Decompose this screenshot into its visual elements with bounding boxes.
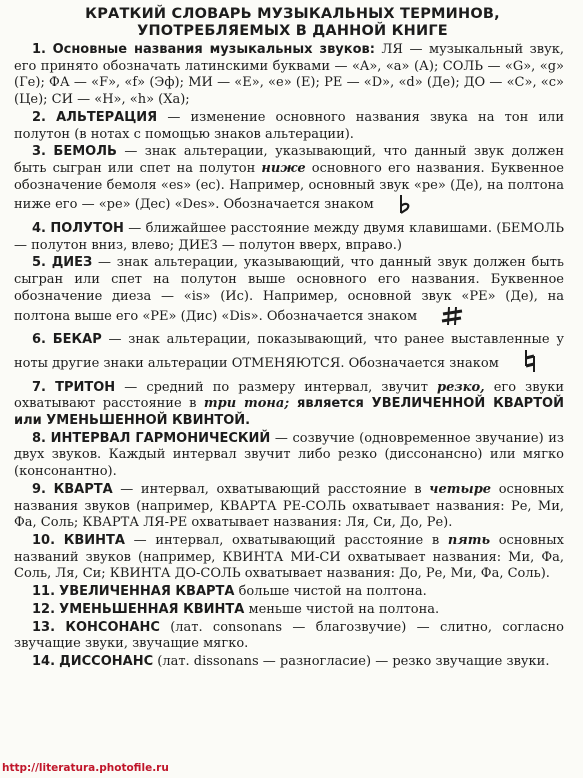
entry-text: основных названия звуков (например, КВАРТА РЕ-СОЛЬ охватывает названия: Ре, Ми, Фа, Соль; КВАРТА ЛЯ-РЕ охватывает названия: Ля, Си, До, Ре). <box>14 481 564 531</box>
entry-5 <box>14 255 564 331</box>
entry-term: ИНТЕРВАЛ ГАРМОНИЧЕСКИЙ <box>50 430 271 446</box>
entry-8 <box>14 431 564 481</box>
entry-text: является УВЕЛИЧЕННОЙ КВАРТОЙ или УМЕНЬШЕННОЙ КВИНТОЙ. <box>14 396 564 429</box>
entry-text: — знак альтерации, указывающий, что данный звук должен быть сыгран или спет на полутон <box>14 144 565 176</box>
entry-text: его звуки охватывают расстояние в <box>14 379 564 412</box>
entry-number: 1. <box>32 42 46 57</box>
entry-term: УМЕНЬШЕННАЯ КВИНТА <box>59 601 245 617</box>
entry-10 <box>14 533 564 583</box>
entry-number: 14. <box>32 653 56 669</box>
flat-sign-icon <box>380 194 412 220</box>
entry-12 <box>14 602 564 619</box>
entry-emphasis: пять <box>447 532 491 548</box>
source-watermark-link[interactable]: http://literatura.photofile.ru <box>2 762 169 774</box>
entry-term: ДИЕЗ <box>51 255 93 271</box>
entry-text: — интервал, охватывающий расстояние в <box>124 532 448 548</box>
entry-number: 2. <box>32 109 46 125</box>
sharp-sign-icon <box>423 306 463 332</box>
entry-text: — изменение основного названия звука на тон или полутон (в нотах с помощью знаков альтерации). <box>14 109 564 142</box>
term-list <box>14 42 564 672</box>
entry-term: АЛЬТЕРАЦИЯ <box>56 109 158 125</box>
entry-number: 12. <box>32 601 56 617</box>
entry-text: — интервал, охватывающий расстояние в <box>112 481 430 497</box>
page-title <box>20 6 565 40</box>
entry-text: меньше чистой на полтона. <box>244 601 440 617</box>
entry-term: КВАРТА <box>53 481 113 497</box>
entry-text: основных названий звуков (например, КВИНТА МИ-СИ охватывает названия: Ми, Фа, Соль, Ля, Си; КВИНТА ДО-СОЛЬ охватывает названия: До, Ре, Ми, Фа, Соль). <box>14 532 564 582</box>
entry-number: 10. <box>32 532 56 548</box>
entry-text: больше чистой на полтона. <box>234 584 427 600</box>
entry-term: БЕМОЛЬ <box>53 144 117 160</box>
entry-6 <box>14 332 564 378</box>
entry-term: ПОЛУТОН <box>50 221 124 237</box>
entry-text: основного его названия. Буквенное обозначение бемоля «es» (ес). Например, основный звук «ре» (Де), на полтона ниже его — «ре» (Дес) «Des». Обозначается знаком <box>14 160 564 213</box>
entry-number: 8. <box>32 430 46 446</box>
entry-text: (лат. consonans — благозвучие) — слитно, согласно звучащие звуки, звучащие мягко. <box>14 619 564 652</box>
entry-number: 9. <box>32 481 46 497</box>
entry-term: ТРИТОН <box>55 379 116 395</box>
entry-text: — средний по размеру интервал, звучит <box>115 379 437 395</box>
entry-number: 6. <box>32 332 46 348</box>
entry-emphasis: ниже <box>261 160 306 176</box>
entry-emphasis: три тона; <box>203 396 290 412</box>
entry-number: 3. <box>32 144 46 160</box>
entry-14 <box>14 654 564 671</box>
entry-emphasis: четыре <box>429 481 492 497</box>
entry-11 <box>14 584 564 601</box>
entry-term: БЕКАР <box>52 332 102 348</box>
entry-term: УВЕЛИЧЕННАЯ КВАРТА <box>59 584 235 600</box>
entry-3 <box>14 144 564 220</box>
natural-sign-icon <box>505 349 537 379</box>
entry-7 <box>14 380 564 430</box>
entry-1 <box>14 42 564 109</box>
entry-number: 13. <box>32 619 56 635</box>
entry-term: КВИНТА <box>63 532 125 548</box>
entry-term: Основные названия музыкальных звуков: <box>52 42 375 57</box>
entry-term: КОНСОНАНС <box>65 619 160 635</box>
entry-emphasis: резко, <box>436 379 485 395</box>
entry-text: — созвучие (одновременное звучание) из двух звуков. Каждый интервал звучит либо резко (диссонансно) или мягко (консонантно). <box>14 430 564 480</box>
entry-text: — знак альтерации, показывающий, что ранее выставленные у ноты другие знаки альтерации ОТМЕНЯЮТСЯ. Обозначается знаком <box>14 332 564 371</box>
entry-4 <box>14 221 564 254</box>
entry-number: 4. <box>32 221 46 237</box>
title-line-2: УПОТРЕБЛЯЕМЫХ В ДАННОЙ КНИГЕ <box>137 23 448 39</box>
entry-text: — ближайшее расстояние между двумя клавишами. (БЕМОЛЬ — полутон вниз, влево; ДИЕЗ — полутон вверх, вправо.) <box>14 221 564 253</box>
entry-term: ДИССОНАНС <box>59 653 154 669</box>
title-line-1: КРАТКИЙ СЛОВАРЬ МУЗЫКАЛЬНЫХ ТЕРМИНОВ, <box>85 6 500 22</box>
entry-text: — знак альтерации, указывающий, что данный звук должен быть сыгран или спет на полутон выше основного его названия. Буквенное обозначение диеза — «is» (Ис). Например, основной звук «РЕ» (Де), на полтона выше его «РЕ» (Дис) «Dis». Обозначается знаком <box>14 255 564 324</box>
entry-number: 5. <box>32 255 46 271</box>
entry-text: (лат. dissonans — разногласие) — резко звучащие звуки. <box>153 653 550 669</box>
entry-number: 11. <box>32 584 56 600</box>
entry-13 <box>14 620 564 653</box>
entry-9 <box>14 482 564 532</box>
entry-text: ЛЯ — музыкальный звук, его принято обозначать латинскими буквами — «A», «a» (А); СОЛЬ — «G», «g» (Ге); ФА — «F», «f» (Эф); МИ — «E», «e» (Е); РЕ — «D», «d» (Де); ДО — «C», «c» (Це); СИ — «H», «h» (Ха); <box>14 42 564 108</box>
entry-number: 7. <box>32 379 46 395</box>
entry-2 <box>14 110 564 143</box>
